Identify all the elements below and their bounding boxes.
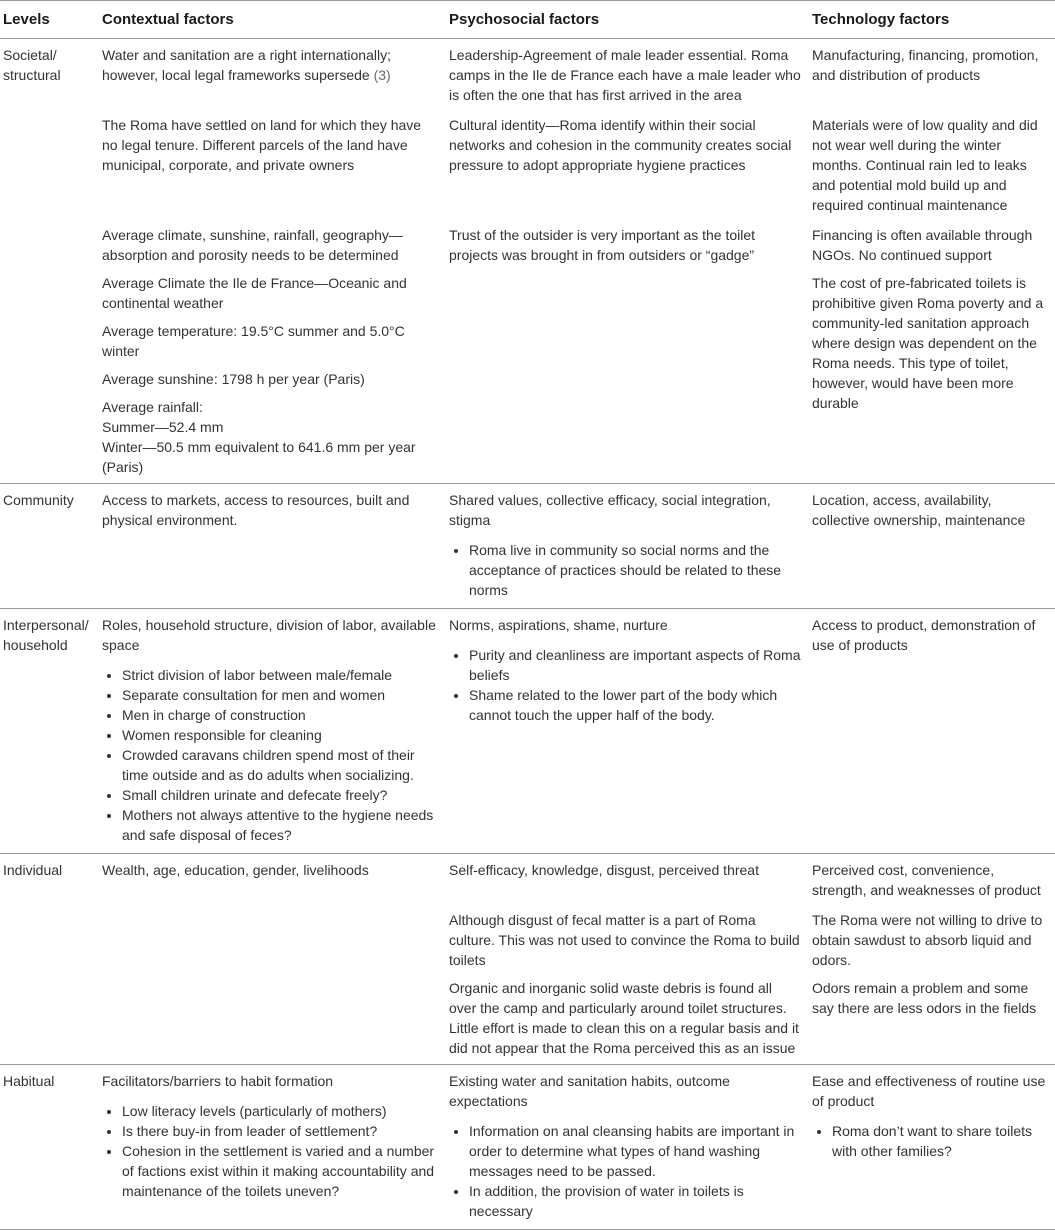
psychosocial-cell [445, 219, 808, 484]
contextual-cell [98, 1065, 445, 1230]
list-item: • In addition, the provision of water in toilets is necessary [469, 1181, 802, 1221]
list-item: • Strict division of labor between male/female [122, 665, 439, 685]
technology-text: Ease and effectiveness of routine use of product [812, 1073, 1046, 1109]
contextual-cell [98, 39, 445, 110]
contextual-text: Average climate, sunshine, rainfall, geography—absorption and porosity needs to be determined [102, 227, 403, 263]
psychosocial-text: Although disgust of fecal matter is a part of Roma culture. This was not used to convince the Roma to build toilets [449, 912, 800, 968]
level-habitual: Habitual [0, 1065, 98, 1230]
technology-text: Materials were of low quality and did not wear well during the winter months. Continual rain led to leaks and potential mold build up and required continual maintenance [812, 117, 1038, 213]
psychosocial-text: Self-efficacy, knowledge, disgust, perceived threat [449, 862, 759, 878]
list-item: • Crowded caravans children spend most of their time outside and as do adults when socializing. [122, 745, 439, 785]
contextual-text: Wealth, age, education, gender, livelihoods [102, 862, 369, 878]
psychosocial-text: Existing water and sanitation habits, outcome expectations [449, 1073, 730, 1109]
header-psychosocial: Psychosocial factors [445, 1, 808, 39]
list-item: • Women responsible for cleaning [122, 725, 439, 745]
technology-cell [808, 484, 1055, 609]
row-individual-2 [0, 904, 1055, 1065]
level-interpersonal: Interpersonal/ household [0, 609, 98, 854]
header-levels: Levels [0, 1, 98, 39]
level-societal: Societal/ structural [3, 47, 61, 83]
contextual-text: Average Climate the Ile de France—Oceanic and continental weather [102, 275, 407, 311]
technology-cell [808, 854, 1055, 905]
technology-text: Location, access, availability, collective ownership, maintenance [812, 492, 1026, 528]
psychosocial-text: Norms, aspirations, shame, nurture [449, 617, 668, 633]
row-community [0, 484, 1055, 609]
contextual-text: Facilitators/barriers to habit formation [102, 1073, 334, 1089]
bullet-list [449, 1121, 802, 1221]
reference-link[interactable]: (3) [373, 67, 391, 83]
contextual-cell [98, 219, 445, 484]
contextual-text: The Roma have settled on land for which they have no legal tenure. Different parcels of the land have municipal, corporate, and private owners [102, 117, 422, 173]
bullet-list [449, 540, 802, 600]
row-interpersonal [0, 609, 1055, 854]
contextual-cell [98, 109, 445, 219]
contextual-text: Water and sanitation are a right internationally; however, local legal frameworks supersede [102, 47, 391, 83]
technology-text: Financing is often available through NGOs. No continued support [812, 227, 1033, 263]
bullet-list [449, 645, 802, 725]
list-item: • Shame related to the lower part of the body which cannot touch the upper half of the body. [469, 685, 802, 725]
psychosocial-cell [445, 39, 808, 110]
contextual-text: Average sunshine: 1798 h per year (Paris) [102, 371, 365, 387]
bullet-list [812, 1121, 1049, 1161]
psychosocial-text: Trust of the outsider is very important as the toilet projects was brought in from outsiders or “gadge” [449, 227, 756, 263]
contextual-cell [98, 484, 445, 609]
list-item: • Low literacy levels (particularly of mothers) [122, 1101, 439, 1121]
row-societal-2 [0, 109, 1055, 219]
technology-text: The cost of pre-fabricated toilets is prohibitive given Roma poverty and a community-led sanitation approach where design was dependent on the Roma needs. This type of toilet, however, would have been more durable [812, 275, 1044, 411]
technology-cell [808, 609, 1055, 854]
technology-text: Access to product, demonstration of use of products [812, 617, 1036, 653]
list-item: • Information on anal cleansing habits are important in order to determine what types of hand washing messages need to be passed. [469, 1121, 802, 1181]
level-community: Community [0, 484, 98, 609]
psychosocial-text: Leadership-Agreement of male leader essential. Roma camps in the Ile de France each have a male leader who is often the one that has first arrived in the area [449, 47, 801, 103]
psychosocial-cell [445, 109, 808, 219]
contextual-text: Roles, household structure, division of labor, available space [102, 617, 436, 653]
row-societal-3 [0, 219, 1055, 484]
technology-text: The Roma were not willing to drive to obtain sawdust to absorb liquid and odors. [812, 912, 1043, 968]
row-individual-1 [0, 854, 1055, 905]
list-item: • Is there buy-in from leader of settlement? [122, 1121, 439, 1141]
psychosocial-cell [445, 484, 808, 609]
list-item: • Separate consultation for men and women [122, 685, 439, 705]
row-societal-1 [0, 39, 1055, 110]
header-technology: Technology factors [808, 1, 1055, 39]
list-item: • Small children urinate and defecate freely? [122, 785, 439, 805]
list-item: • Mothers not always attentive to the hygiene needs and safe disposal of feces? [122, 805, 439, 845]
technology-cell [808, 109, 1055, 219]
contextual-text: Access to markets, access to resources, built and physical environment. [102, 492, 410, 528]
technology-cell [808, 219, 1055, 484]
contextual-cell [98, 854, 445, 905]
row-habitual [0, 1065, 1055, 1230]
technology-cell [808, 1065, 1055, 1230]
psychosocial-cell [445, 904, 808, 1065]
list-item: • Roma live in community so social norms and the acceptance of practices should be related to these norms [469, 540, 802, 600]
technology-text: Perceived cost, convenience, strength, and weaknesses of product [812, 862, 1041, 898]
list-item: • Purity and cleanliness are important aspects of Roma beliefs [469, 645, 802, 685]
psychosocial-cell [445, 854, 808, 905]
bullet-list [102, 665, 439, 845]
list-item: • Men in charge of construction [122, 705, 439, 725]
header-contextual: Contextual factors [98, 1, 445, 39]
technology-text: Odors remain a problem and some say there are less odors in the fields [812, 980, 1037, 1016]
contextual-text: Average temperature: 19.5°C summer and 5.0°C winter [102, 323, 405, 359]
psychosocial-text: Shared values, collective efficacy, social integration, stigma [449, 492, 771, 528]
psychosocial-text: Organic and inorganic solid waste debris is found all over the camp and particularly around toilet structures. Little effort is made to clean this on a regular basis and it did not appear that the Roma perceived this as an issue [449, 980, 799, 1056]
list-item: • Roma don’t want to share toilets with other families? [832, 1121, 1049, 1161]
psychosocial-cell [445, 609, 808, 854]
bullet-list [102, 1101, 439, 1201]
technology-cell [808, 39, 1055, 110]
psychosocial-cell [445, 1065, 808, 1230]
contextual-cell [98, 609, 445, 854]
psychosocial-text: Cultural identity—Roma identify within their social networks and cohesion in the community creates social pressure to adopt appropriate hygiene practices [449, 117, 792, 173]
contextual-text: Average rainfall: Summer—52.4 mm Winter—50.5 mm equivalent to 641.6 mm per year (Paris) [102, 399, 416, 475]
level-individual: Individual [3, 862, 63, 878]
technology-text: Manufacturing, financing, promotion, and distribution of products [812, 47, 1039, 83]
technology-cell [808, 904, 1055, 1065]
list-item: • Cohesion in the settlement is varied and a number of factions exist within it making accountability and maintenance of the toilets uneven? [122, 1141, 439, 1201]
header-row [0, 1, 1055, 39]
